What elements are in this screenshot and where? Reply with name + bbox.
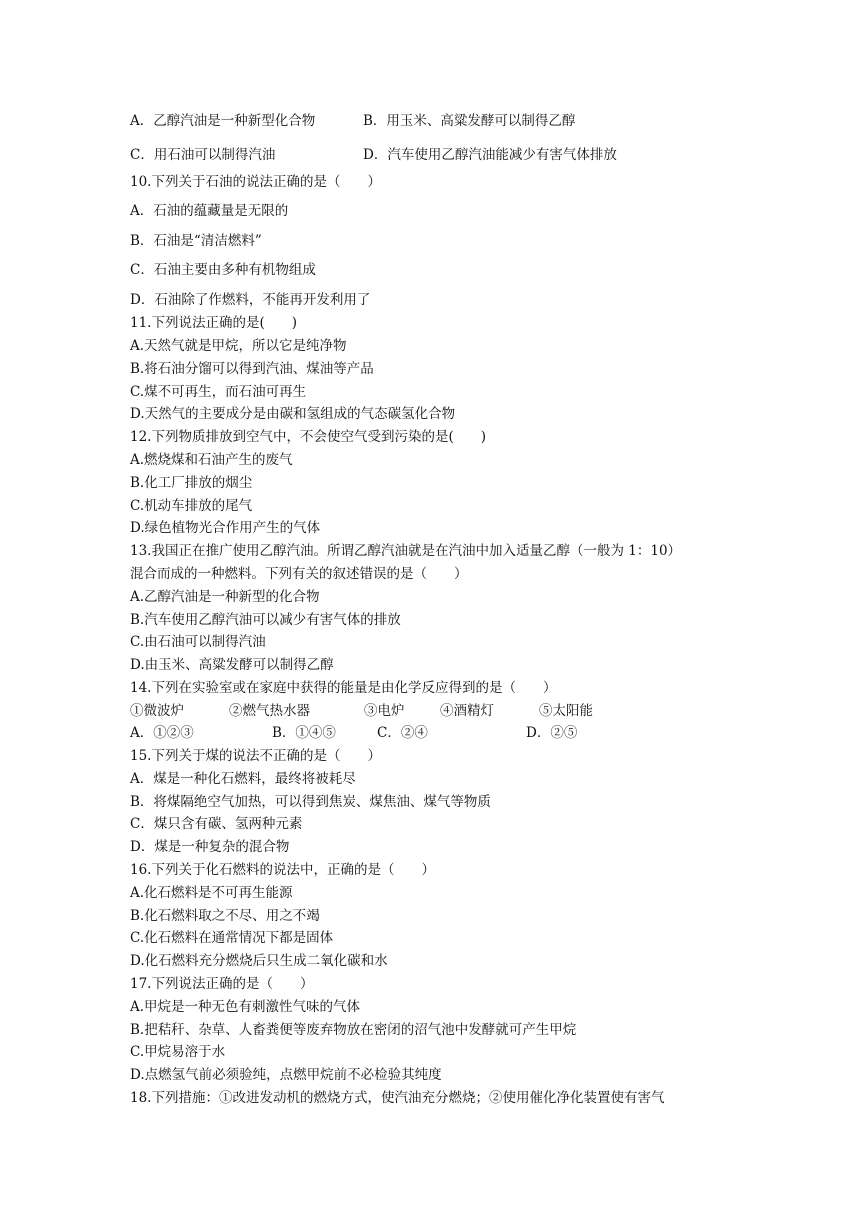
q17-option-c: C.甲烷易溶于水 (130, 1044, 226, 1060)
q10-option-a: A．石油的蕴藏量是无限的 (130, 203, 289, 219)
q16-option-b: B.化石燃料取之不尽、用之不竭 (130, 908, 320, 924)
q14-item-1: ①微波炉 (130, 703, 184, 719)
q14-option-b: B．①④⑤ (272, 725, 336, 741)
q15-option-b: B．将煤隔绝空气加热，可以得到焦炭、煤焦油、煤气等物质 (130, 794, 491, 810)
q15-option-d: D．煤是一种复杂的混合物 (130, 839, 290, 855)
q9-option-d: D．汽车使用乙醇汽油能减少有害气体排放 (363, 147, 617, 163)
q11-option-a: A.天然气就是甲烷，所以它是纯净物 (130, 338, 347, 354)
q10-option-c: C．石油主要由多种有机物组成 (130, 262, 316, 278)
q10-option-b: B．石油是“清洁燃料” (130, 233, 262, 249)
q15-option-a: A．煤是一种化石燃料，最终将被耗尽 (130, 771, 356, 787)
q12-option-a: A.燃烧煤和石油产生的废气 (130, 452, 293, 468)
q9-option-b: B．用玉米、高粱发酵可以制得乙醇 (363, 113, 576, 129)
q14-item-4: ④酒精灯 (440, 703, 494, 719)
q12-option-b: B.化工厂排放的烟尘 (130, 475, 253, 491)
q10-option-d: D．石油除了作燃料，不能再开发利用了 (130, 292, 371, 308)
q11-stem: 11.下列说法正确的是( ) (130, 315, 298, 331)
q14-stem: 14.下列在实验室或在家庭中获得的能量是由化学反应得到的是（ ） (130, 680, 557, 696)
q17-stem: 17.下列说法正确的是（ ） (130, 976, 314, 992)
q17-option-b: B.把秸秆、杂草、人畜粪便等废弃物放在密闭的沼气池中发酵就可产生甲烷 (130, 1022, 577, 1038)
q17-option-a: A.甲烷是一种无色有刺激性气味的气体 (130, 999, 361, 1015)
q10-stem: 10.下列关于石油的说法正确的是（ ） (130, 174, 381, 190)
q13-option-c: C.由石油可以制得汽油 (130, 634, 266, 650)
q15-option-c: C．煤只含有碳、氢两种元素 (130, 816, 303, 832)
q17-option-d: D.点燃氢气前必须验纯，点燃甲烷前不必检验其纯度 (130, 1067, 442, 1083)
q11-option-d: D.天然气的主要成分是由碳和氢组成的气态碳氢化合物 (130, 406, 456, 422)
q16-stem: 16.下列关于化石燃料的说法中，正确的是（ ） (130, 862, 435, 878)
q16-option-c: C.化石燃料在通常情况下都是固体 (130, 930, 334, 946)
q12-option-c: C.机动车排放的尾气 (130, 498, 253, 514)
q16-option-a: A.化石燃料是不可再生能源 (130, 885, 293, 901)
q12-option-d: D.绿色植物光合作用产生的气体 (130, 520, 321, 536)
q18-stem: 18.下列措施：①改进发动机的燃烧方式，使汽油充分燃烧；②使用催化净化装置使有害气 (130, 1090, 665, 1106)
q13-option-d: D.由玉米、高粱发酵可以制得乙醇 (130, 657, 334, 673)
q14-option-c: C．②④ (377, 725, 428, 741)
q13-stem-line2: 混合而成的一种燃料。下列有关的叙述错误的是（ ） (130, 566, 468, 582)
q13-option-a: A.乙醇汽油是一种新型的化合物 (130, 589, 320, 605)
q13-option-b: B.汽车使用乙醇汽油可以减少有害气体的排放 (130, 612, 401, 628)
q14-option-d: D．②⑤ (526, 725, 578, 741)
q11-option-b: B.将石油分馏可以得到汽油、煤油等产品 (130, 361, 374, 377)
q11-option-c: C.煤不可再生，而石油可再生 (130, 384, 307, 400)
q14-option-a: A．①②③ (130, 725, 194, 741)
q15-stem: 15.下列关于煤的说法不正确的是（ ） (130, 748, 381, 764)
q9-option-c: C．用石油可以制得汽油 (130, 147, 276, 163)
q14-item-3: ③电炉 (364, 703, 405, 719)
q12-stem: 12.下列物质排放到空气中，不会使空气受到污染的是( ) (130, 429, 487, 445)
q16-option-d: D.化石燃料充分燃烧后只生成二氧化碳和水 (130, 953, 388, 969)
q9-option-a: A．乙醇汽油是一种新型化合物 (130, 113, 316, 129)
q14-item-5: ⑤太阳能 (539, 703, 593, 719)
q13-stem-line1: 13.我国正在推广使用乙醇汽油。所谓乙醇汽油就是在汽油中加入适量乙醇（一般为 1：10） (130, 543, 682, 559)
q14-item-2: ②燃气热水器 (229, 703, 310, 719)
